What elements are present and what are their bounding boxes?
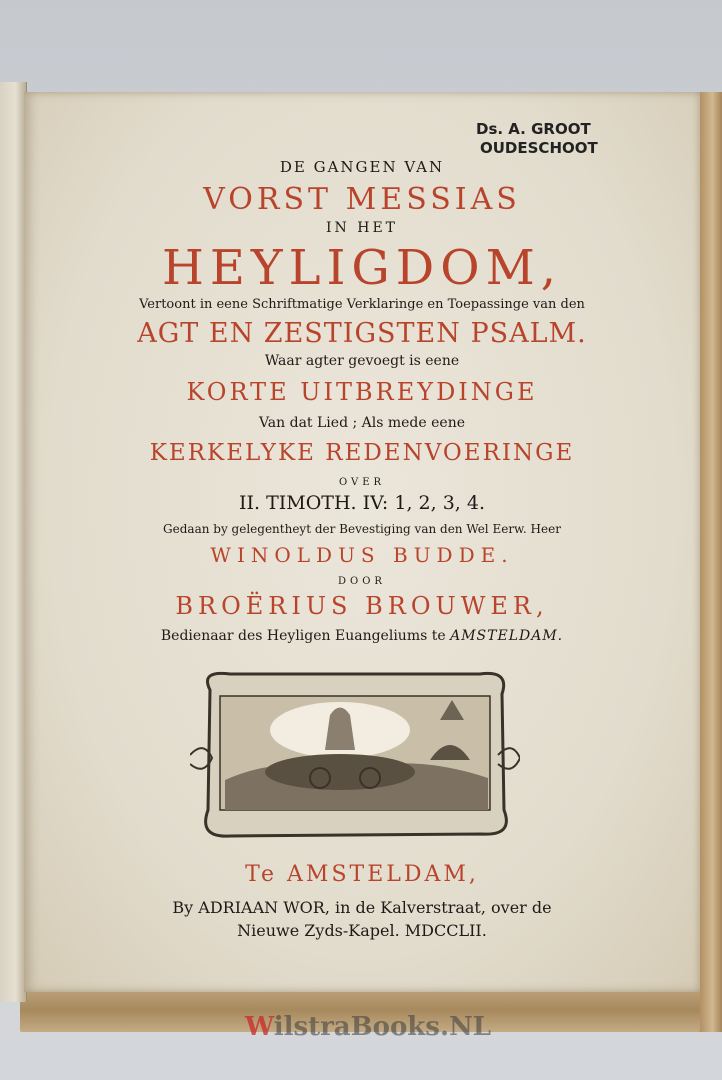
- imprint-te-amsteldam: Te AMSTELDAM,: [245, 862, 479, 887]
- bedienaar-text: Bedienaar des Heyligen Euangeliums te: [160, 628, 451, 644]
- title-line-van-dat-lied: Van dat Lied ; Als mede eene: [258, 415, 465, 431]
- title-vorst-messias: VORST MESSIAS: [203, 182, 521, 217]
- title-line-vertoont: Vertoont in eene Schriftmatige Verklaringe en Toepassinge van den: [139, 297, 585, 312]
- imprint-publisher: By ADRIAAN WOR, in de Kalverstraat, over de: [172, 898, 552, 917]
- watermark-rest: ilstraBooks.NL: [273, 1012, 492, 1042]
- site-watermark: [198, 1012, 538, 1042]
- title-line-waar-agter: Waar agter gevoegt is eene: [264, 353, 460, 369]
- title-korte-uitbreydinge: KORTE UITBREYDINGE: [186, 378, 538, 406]
- title-timoth: II. TIMOTH. IV: 1, 2, 3, 4.: [238, 492, 485, 514]
- title-winoldus-budde: WINOLDUS BUDDE.: [210, 543, 514, 567]
- title-line-gedaan: Gedaan by gelegentheyt der Bevestiging van den Wel Eerw. Heer: [163, 522, 561, 536]
- title-heyligdom: HEYLIGDOM,: [161, 240, 562, 296]
- owner-stamp: [476, 120, 626, 158]
- stamp-line-1: Ds. A. GROOT: [476, 120, 591, 138]
- title-in-het: IN HET: [326, 220, 398, 236]
- title-over: OVER: [338, 477, 386, 488]
- title-kerkelyke-redenvoeringe: KERKELYKE REDENVOERINGE: [149, 440, 575, 466]
- title-line-bedienaar: [24, 628, 700, 644]
- title-door: DOOR: [338, 576, 386, 587]
- book-flyleaf: [0, 82, 27, 1002]
- engraved-vignette: [190, 660, 520, 850]
- stamp-line-2: OUDESCHOOT: [480, 139, 598, 157]
- title-psalm: AGT EN ZESTIGSTEN PSALM.: [137, 318, 587, 349]
- amsteldam-italic: AMSTELDAM.: [450, 628, 564, 644]
- title-line-1: DE GANGEN VAN: [279, 158, 445, 176]
- imprint-date: Nieuwe Zyds-Kapel. MDCCLII.: [237, 921, 487, 940]
- title-broerius-brouwer: BROËRIUS BROUWER,: [175, 592, 549, 620]
- watermark-w: W: [244, 1012, 274, 1042]
